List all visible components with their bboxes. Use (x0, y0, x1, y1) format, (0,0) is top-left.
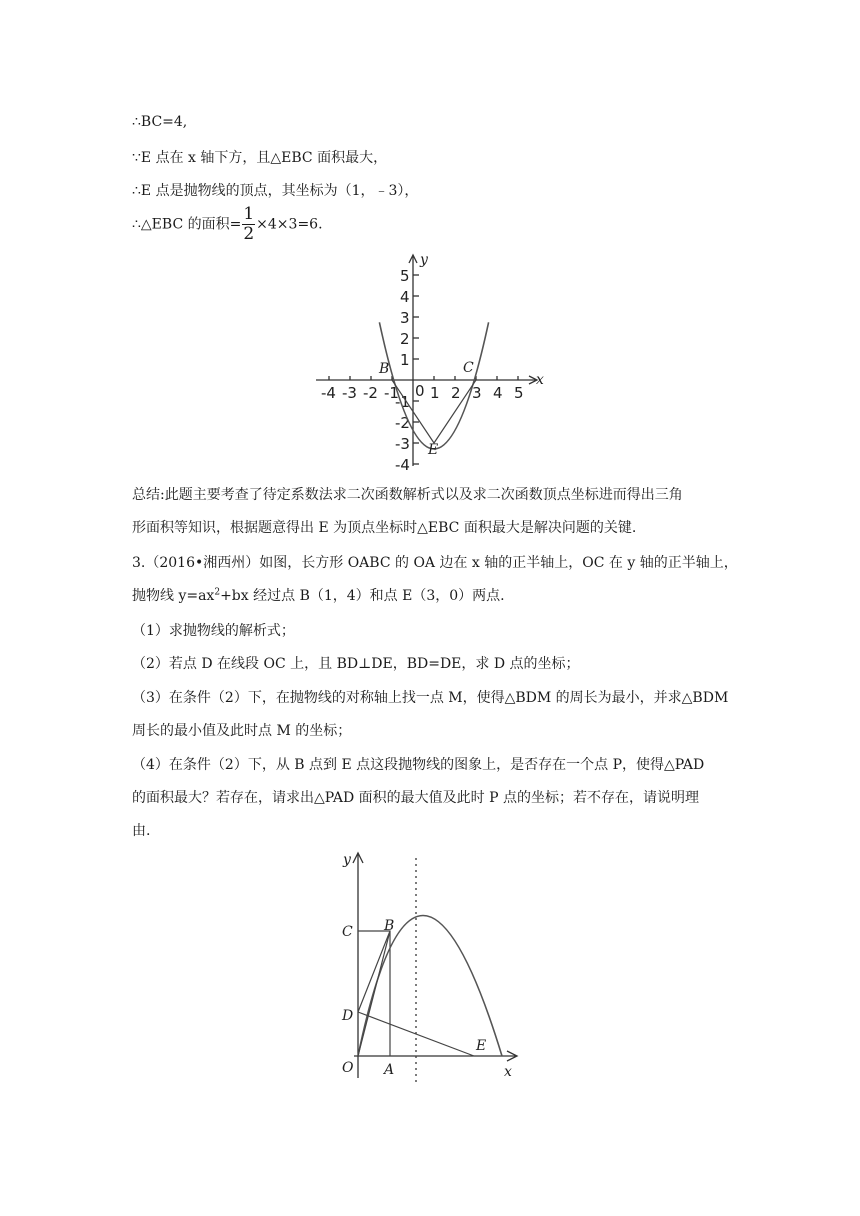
text-e-is-vertex: ∴E 点是抛物线的顶点，其坐标为（1，﹣3）， (132, 183, 419, 199)
part-4-line-3: 由. (132, 823, 151, 839)
part-4-line-1: （4）在条件（2）下，从 B 点到 E 点这段抛物线的图象上，是否存在一个点 P，使得△PAD (132, 757, 705, 773)
point-label-c: C (463, 360, 474, 376)
x-tick-label: -3 (342, 384, 357, 402)
parabola-graph-2 (332, 850, 532, 1096)
fraction-numerator: 1 (243, 204, 255, 224)
point-label-e: E (476, 1038, 487, 1054)
x-tick-label: -4 (321, 384, 336, 402)
x-tick-label: 4 (493, 384, 503, 402)
y-tick-label: 5 (400, 267, 410, 285)
area-prefix: ∴△EBC 的面积= (132, 216, 242, 233)
y-tick-label: -2 (395, 414, 410, 432)
y-tick-label: 1 (400, 351, 410, 369)
point-label-o: O (342, 1060, 354, 1076)
question-3-line-1: 3.（2016•湘西州）如图，长方形 OABC 的 OA 边在 x 轴的正半轴上，OC 在 y 轴的正半轴上， (132, 555, 738, 571)
x-axis-name: x (536, 372, 544, 388)
parabola-curve (358, 916, 502, 1057)
y-tick-label: -4 (395, 456, 410, 472)
y-tick-label: 4 (400, 288, 410, 306)
segment-ob (358, 931, 390, 1056)
x-tick-label: 5 (514, 384, 524, 402)
exponent: 2 (214, 587, 221, 598)
fraction-denominator: 2 (243, 224, 255, 244)
question-3-line-2 (132, 585, 505, 605)
parabola-graph-1 (312, 252, 552, 472)
summary-line-2: 形面积等知识，根据题意得出 E 为顶点坐标时△EBC 面积最大是解决问题的关键. (132, 520, 637, 536)
y-tick-label: -1 (395, 393, 410, 411)
part-3-line-1: （3）在条件（2）下，在抛物线的对称轴上找一点 M，使得△BDM 的周长为最小，并求△BDM (132, 690, 729, 706)
point-label-d: D (342, 1008, 354, 1024)
y-axis-name: y (420, 252, 428, 268)
x-tick-label: -2 (363, 384, 378, 402)
x-tick-label: -1 (384, 384, 399, 402)
part-4-line-2: 的面积最大？若存在，请求出△PAD 面积的最大值及此时 P 点的坐标；若不存在，请说明理 (132, 790, 700, 806)
text-area-formula (132, 206, 323, 243)
segment-db (358, 931, 390, 1012)
part-3-line-2: 周长的最小值及此时点 M 的坐标； (132, 723, 352, 739)
part-2: （2）若点 D 在线段 OC 上，且 BD⊥DE，BD=DE，求 D 点的坐标； (132, 656, 580, 672)
x-tick-label: 0 (415, 382, 425, 400)
point-label-a: A (384, 1062, 395, 1078)
point-label-b: B (379, 361, 390, 377)
text-bc-equals-4: ∴BC=4, (132, 114, 188, 130)
point-label-c: C (342, 924, 353, 940)
y-tick-label: -3 (395, 435, 410, 453)
part-1: （1）求抛物线的解析式； (132, 623, 295, 639)
x-tick-label: 1 (430, 384, 440, 402)
area-suffix: ×4×3=6. (256, 216, 323, 233)
segment-de (358, 1012, 474, 1056)
fraction-one-half (242, 206, 255, 243)
y-axis-name: y (343, 852, 351, 868)
y-tick-label: 2 (400, 330, 410, 348)
parabola-eq-suffix: +bx 经过点 B（1，4）和点 E（3，0）两点. (220, 588, 505, 604)
point-label-e: E (428, 442, 439, 458)
x-axis-name: x (504, 1064, 512, 1080)
parabola-eq-prefix: 抛物线 y=ax (132, 588, 215, 604)
point-label-b: B (384, 918, 395, 934)
x-tick-label: 2 (451, 384, 461, 402)
summary-line-1: 总结:此题主要考查了待定系数法求二次函数解析式以及求二次函数顶点坐标进而得出三角 (132, 487, 683, 503)
x-tick-label: 3 (472, 384, 482, 402)
text-e-below-x-axis: ∵E 点在 x 轴下方，且△EBC 面积最大， (132, 150, 388, 166)
y-tick-label: 3 (400, 309, 410, 327)
